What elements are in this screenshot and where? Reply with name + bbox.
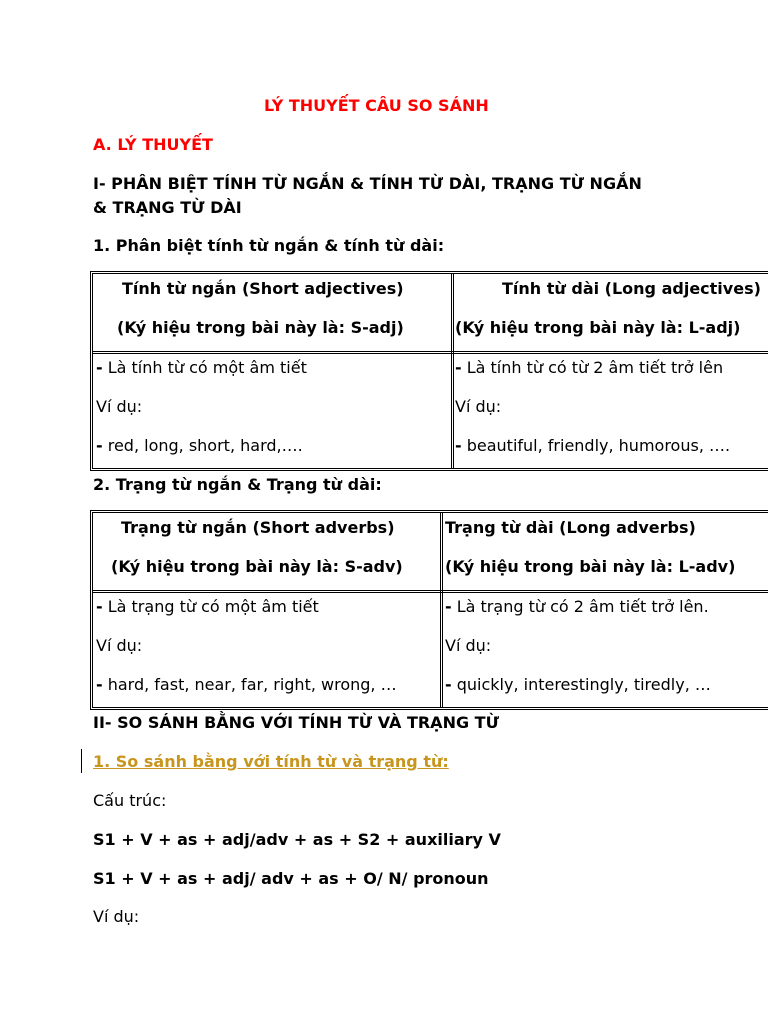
table-cell xyxy=(445,597,709,617)
table-cell: Ví dụ: xyxy=(455,397,502,416)
example-label: Ví dụ: xyxy=(93,907,140,926)
table-header-cell: (Ký hiệu trong bài này là: L-adj) xyxy=(455,318,741,337)
adjectives-table xyxy=(90,271,768,471)
table-cell-text: hard, fast, near, far, right, wrong, … xyxy=(102,675,397,694)
formula-line: S1 + V + as + adj/ adv + as + O/ N/ pronoun xyxy=(93,869,489,888)
subheading-adverbs: 2. Trạng từ ngắn & Trạng từ dài: xyxy=(93,475,382,494)
dash-marker: - xyxy=(455,436,462,455)
page-title: LÝ THUYẾT CÂU SO SÁNH xyxy=(264,96,489,115)
dash-marker: - xyxy=(96,436,103,455)
formula-line: S1 + V + as + adj/adv + as + S2 + auxiliary V xyxy=(93,830,501,849)
table-header-cell: Trạng từ ngắn (Short adverbs) xyxy=(121,518,395,537)
table-cell xyxy=(96,675,397,695)
table-divider xyxy=(440,513,443,707)
table-cell xyxy=(455,358,723,378)
table-cell: Ví dụ: xyxy=(96,636,143,655)
table-header-cell: Trạng từ dài (Long adverbs) xyxy=(445,518,696,537)
text-cursor xyxy=(81,749,82,773)
table-cell-text: Là tính từ có từ 2 âm tiết trở lên xyxy=(461,358,724,377)
table-cell-text: Là trạng từ có một âm tiết xyxy=(102,597,319,616)
table-divider xyxy=(93,590,768,593)
table-cell-text: red, long, short, hard,…. xyxy=(102,436,303,455)
table-cell-text: quickly, interestingly, tiredly, … xyxy=(451,675,711,694)
dash-marker: - xyxy=(445,597,452,616)
table-cell-text: beautiful, friendly, humorous, …. xyxy=(461,436,731,455)
table-divider xyxy=(451,274,454,468)
adverbs-table xyxy=(90,510,768,710)
table-cell xyxy=(96,597,319,617)
part-two-heading: II- SO SÁNH BẰNG VỚI TÍNH TỪ VÀ TRẠNG TỪ xyxy=(93,713,499,732)
table-cell: Ví dụ: xyxy=(445,636,492,655)
subheading-adjectives: 1. Phân biệt tính từ ngắn & tính từ dài: xyxy=(93,236,445,255)
table-divider xyxy=(93,351,768,354)
table-header-cell: (Ký hiệu trong bài này là: S-adv) xyxy=(111,557,403,576)
table-cell-text: Là tính từ có một âm tiết xyxy=(102,358,307,377)
table-header-cell: (Ký hiệu trong bài này là: S-adj) xyxy=(117,318,404,337)
dash-marker: - xyxy=(96,358,103,377)
subheading-equal-comparison: 1. So sánh bằng với tính từ và trạng từ: xyxy=(93,752,449,771)
table-header-cell: Tính từ ngắn (Short adjectives) xyxy=(122,279,404,298)
table-cell-text: Là trạng từ có 2 âm tiết trở lên. xyxy=(451,597,709,616)
part-one-heading-line1: I- PHÂN BIỆT TÍNH TỪ NGẮN & TÍNH TỪ DÀI, TRẠNG TỪ NGẮN xyxy=(93,174,642,193)
table-header-cell: Tính từ dài (Long adjectives) xyxy=(502,279,761,298)
table-cell xyxy=(96,436,303,456)
table-cell: Ví dụ: xyxy=(96,397,143,416)
table-cell xyxy=(445,675,711,695)
dash-marker: - xyxy=(445,675,452,694)
table-header-cell: (Ký hiệu trong bài này là: L-adv) xyxy=(445,557,736,576)
part-one-heading-line2: & TRẠNG TỪ DÀI xyxy=(93,198,242,217)
table-cell xyxy=(96,358,307,378)
dash-marker: - xyxy=(96,597,103,616)
section-a-heading: A. LÝ THUYẾT xyxy=(93,135,213,154)
dash-marker: - xyxy=(455,358,462,377)
dash-marker: - xyxy=(96,675,103,694)
table-cell xyxy=(455,436,730,456)
structure-label: Cấu trúc: xyxy=(93,791,167,810)
